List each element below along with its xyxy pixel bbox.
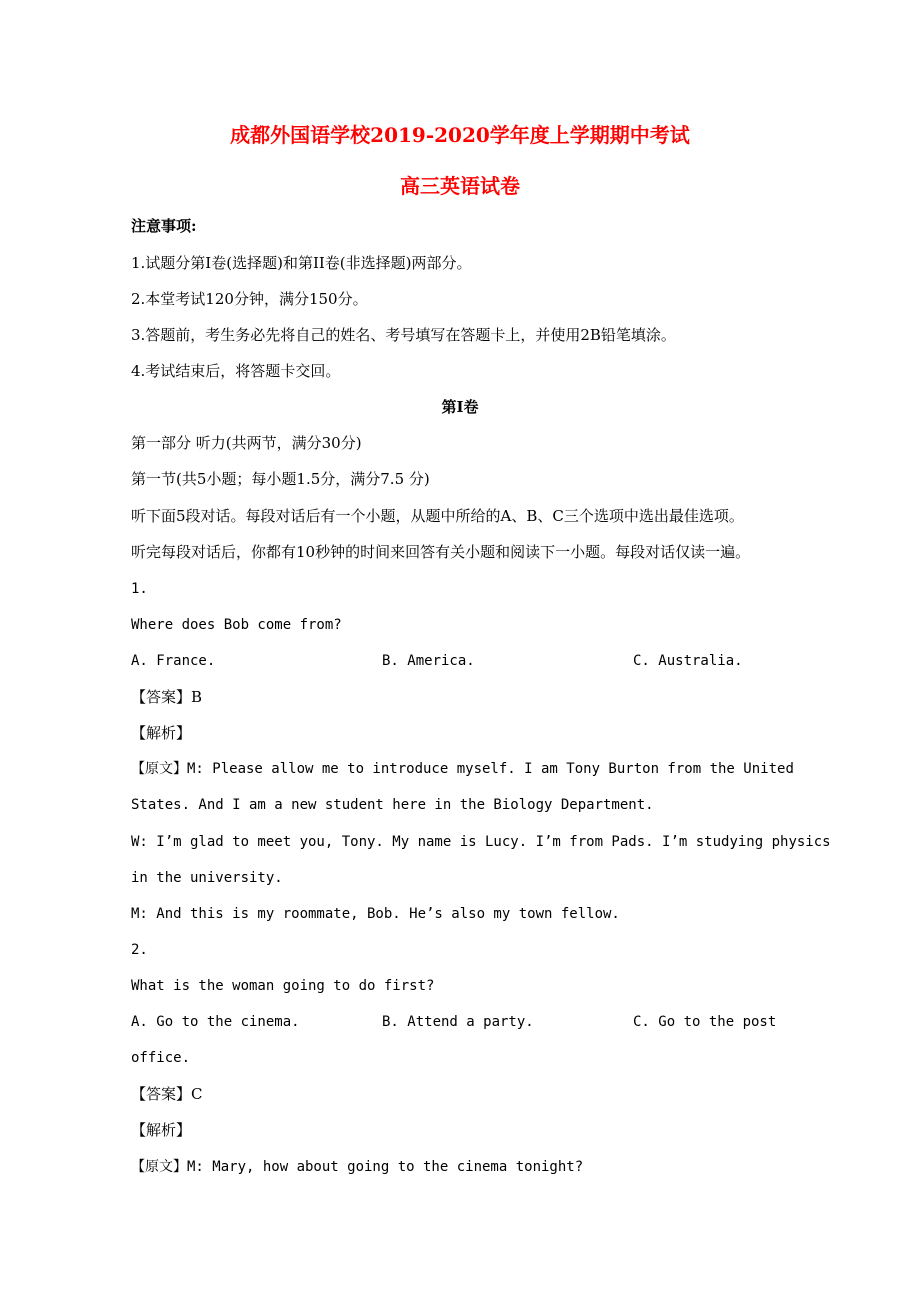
instruction-line-1: 听下面5段对话。每段对话后有一个小题，从题中所给的A、B、C三个选项中选出最佳选项。 xyxy=(131,507,744,525)
q2-option-b: B. Attend a party. xyxy=(382,1014,534,1030)
section1-heading: 第一节(共5小题；每小题1.5分，满分7.5 分) xyxy=(131,470,430,488)
q2-option-c-wrap: office. xyxy=(131,1050,191,1066)
notice-heading: 注意事项: xyxy=(131,217,197,235)
q1-option-c: C. Australia. xyxy=(633,653,743,669)
q1-number: 1. xyxy=(131,581,148,597)
q1-answer: 【答案】B xyxy=(131,688,203,706)
part1-heading: 第一部分 听力(共两节，满分30分) xyxy=(131,434,362,452)
exam-title: 成都外国语学校2019-2020学年度上学期期中考试 xyxy=(230,123,690,147)
q1-transcript-line-5: M: And this is my roommate, Bob. He’s also my town fellow. xyxy=(131,906,620,922)
q2-number: 2. xyxy=(131,942,148,958)
notice-item-2: 2.本堂考试120分钟，满分150分。 xyxy=(131,290,368,308)
q1-transcript-line-1: 【原文】M: Please allow me to introduce myself. I am Tony Burton from the United xyxy=(131,761,794,777)
q2-option-a: A. Go to the cinema. xyxy=(131,1014,300,1030)
q2-answer: 【答案】C xyxy=(131,1085,203,1103)
q1-transcript-line-3: W: I’m glad to meet you, Tony. My name is Lucy. I’m from Pads. I’m studying physics xyxy=(131,834,831,850)
q1-option-a: A. France. xyxy=(131,653,216,669)
notice-item-1: 1.试题分第I卷(选择题)和第II卷(非选择题)两部分。 xyxy=(131,254,472,272)
q2-option-c: C. Go to the post xyxy=(633,1014,777,1030)
notice-item-3: 3.答题前，考生务必先将自己的姓名、考号填写在答题卡上，并使用2B铅笔填涂。 xyxy=(131,326,676,344)
q2-transcript-line-1: 【原文】M: Mary, how about going to the cinema tonight? xyxy=(131,1159,584,1175)
q1-transcript-line-2: States. And I am a new student here in the Biology Department. xyxy=(131,797,654,813)
q1-question: Where does Bob come from? xyxy=(131,617,342,633)
q1-analysis: 【解析】 xyxy=(131,724,192,742)
notice-item-4: 4.考试结束后，将答题卡交回。 xyxy=(131,362,341,380)
volume-heading: 第I卷 xyxy=(441,398,479,416)
instruction-line-2: 听完每段对话后，你都有10秒钟的时间来回答有关小题和阅读下一小题。每段对话仅读一遍。 xyxy=(131,543,751,561)
q1-option-b: B. America. xyxy=(382,653,475,669)
q2-analysis: 【解析】 xyxy=(131,1121,192,1139)
exam-subtitle: 高三英语试卷 xyxy=(400,174,520,198)
q2-question: What is the woman going to do first? xyxy=(131,978,435,994)
q1-transcript-line-4: in the university. xyxy=(131,870,283,886)
